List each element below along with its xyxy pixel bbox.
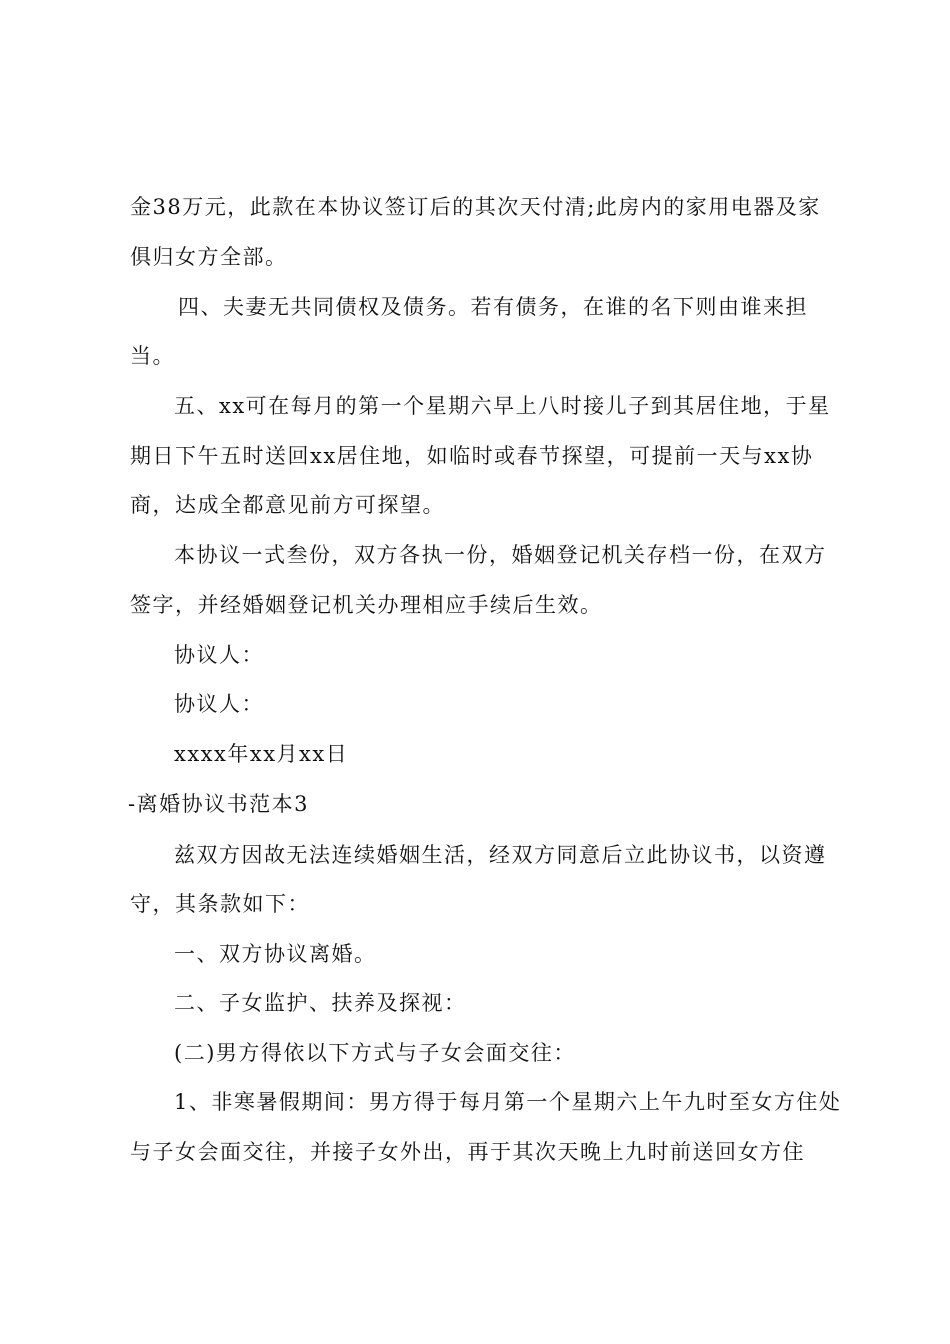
signatory-label: 协议人： <box>174 692 264 716</box>
section-heading: -离婚协议书范本3 <box>128 792 309 816</box>
text-line: 四、夫妻无共同债权及债务。若有债务，在谁的名下则由谁来担 <box>178 295 808 319</box>
text-line: (二)男方得依以下方式与子女会面交往： <box>174 1041 576 1065</box>
text-line: 二、子女监护、扶养及探视： <box>174 991 467 1015</box>
text-line: 守，其条款如下： <box>130 892 310 916</box>
text-line: 兹双方因故无法连续婚姻生活，经双方同意后立此协议书，以资遵 <box>174 843 827 867</box>
text-line: 期日下午五时送回xx居住地，如临时或春节探望，可提前一天与xx协 <box>130 444 814 468</box>
text-line: 当。 <box>130 344 175 368</box>
signatory-label: 协议人： <box>174 643 264 667</box>
text-line: 金38万元，此款在本协议签订后的其次天付清;此房内的家用电器及家 <box>130 195 821 219</box>
text-line: 俱归女方全部。 <box>130 245 288 269</box>
text-line: 商，达成全都意见前方可探望。 <box>130 493 445 517</box>
text-line: 签字，并经婚姻登记机关办理相应手续后生效。 <box>130 593 603 617</box>
text-line: 1、非寒暑假期间：男方得于每月第一个星期六上午九时至女方住处 <box>174 1090 842 1114</box>
date-line: xxxx年xx月xx日 <box>174 742 349 766</box>
text-line: 与子女会面交往，并接子女外出，再于其次天晚上九时前送回女方住 <box>130 1140 805 1164</box>
text-line: 一、双方协议离婚。 <box>174 942 377 966</box>
text-line: 本协议一式叁份，双方各执一份，婚姻登记机关存档一份，在双方 <box>174 543 827 567</box>
text-line: 五、xx可在每月的第一个星期六早上八时接儿子到其居住地，于星 <box>174 394 831 418</box>
